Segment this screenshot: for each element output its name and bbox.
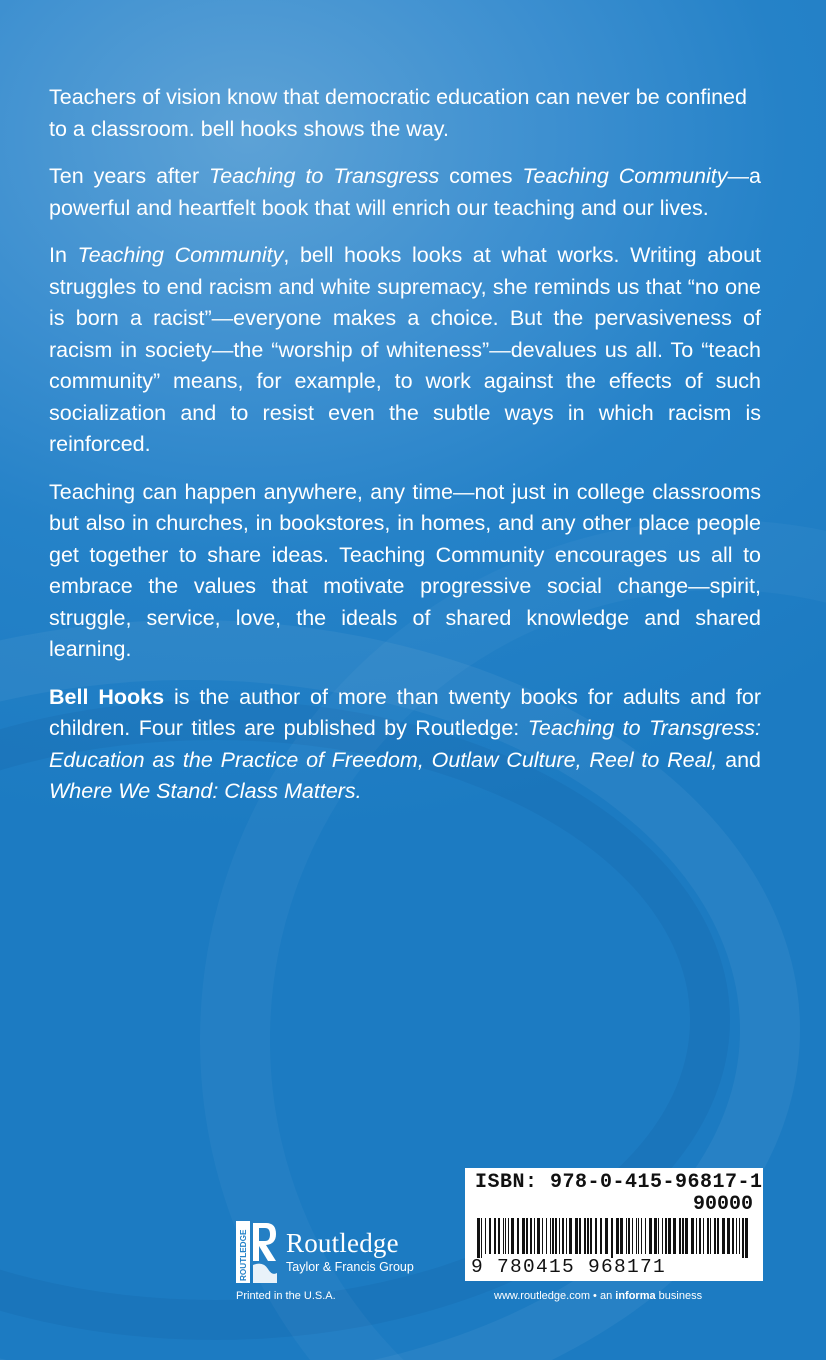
price-code: 90000 (692, 1193, 753, 1216)
book-title-italic: Where We Stand: Class Matters. (49, 779, 362, 803)
book-title-italic: Teaching to Transgress (209, 164, 440, 188)
routledge-r-icon (236, 1221, 278, 1283)
blurb-paragraph-4: Teaching can happen anywhere, any time—not just in college classrooms but also in churches, in bookstores, in homes, and any other place people get together to share ideas. Teaching Community encourages us all to embrace the values that motivate progressive social change—spirit, struggle, service, love, the ideals of shared knowledge and shared learning. (49, 479, 761, 661)
book-title-italic: Teaching Community (522, 164, 728, 188)
website-url: www.routledge.com (494, 1290, 590, 1302)
blurb-paragraph-1: Teachers of vision know that democratic education can never be confined to a classroom. bell hooks shows the way. (49, 85, 747, 141)
blurb-paragraph-2: Ten years after Teaching to Transgress comes Teaching Community—a powerful and heartfelt book that will enrich our teaching and our lives. (49, 164, 761, 220)
isbn-barcode (465, 1168, 763, 1281)
routledge-r-icon-svg (236, 1221, 278, 1283)
blurb-text (49, 82, 761, 824)
printed-in-label: Printed in the U.S.A. (236, 1290, 336, 1302)
book-titles-italic: Teaching to Transgress: Education as the Practice of Freedom, Outlaw Culture, Reel to Real, (49, 716, 761, 772)
book-title-italic: Teaching Community (77, 243, 284, 267)
routledge-vertical-text: ROUTLEDGE (239, 1229, 248, 1281)
logo-words (286, 1229, 414, 1275)
ean-digits: 9 780415 968171 (471, 1256, 667, 1278)
informa-brand: informa (615, 1290, 656, 1302)
publisher-name: Routledge (286, 1228, 399, 1258)
blurb-paragraph-3: In Teaching Community, bell hooks looks at what works. Writing about struggles to end racism and white supremacy, she reminds us that “no one is born a racist”—everyone makes a choice. But the pervasiveness of racism in society—the “worship of whiteness”—devalues us all. To “teach community” means, for example, to work against the effects of such socialization and to resist even the subtle ways in which racism is reinforced. (49, 243, 762, 456)
isbn-text: ISBN: 978-0-415-96817-1 (475, 1171, 763, 1194)
publisher-footer: www.routledge.com • an informa business (494, 1290, 703, 1302)
author-name: Bell Hooks (49, 684, 165, 709)
publisher-group: Taylor & Francis Group (286, 1260, 414, 1274)
author-bio: Bell Hooks is the author of more than twenty books for adults and for children. Four titles are published by Routledge: Teaching to Transgress: Education as the Practice of Freedom, Outlaw Culture, Reel to Real, and Where We Stand: Class Matters. (49, 684, 761, 803)
routledge-logo (236, 1222, 414, 1282)
barcode-bars (475, 1218, 753, 1258)
